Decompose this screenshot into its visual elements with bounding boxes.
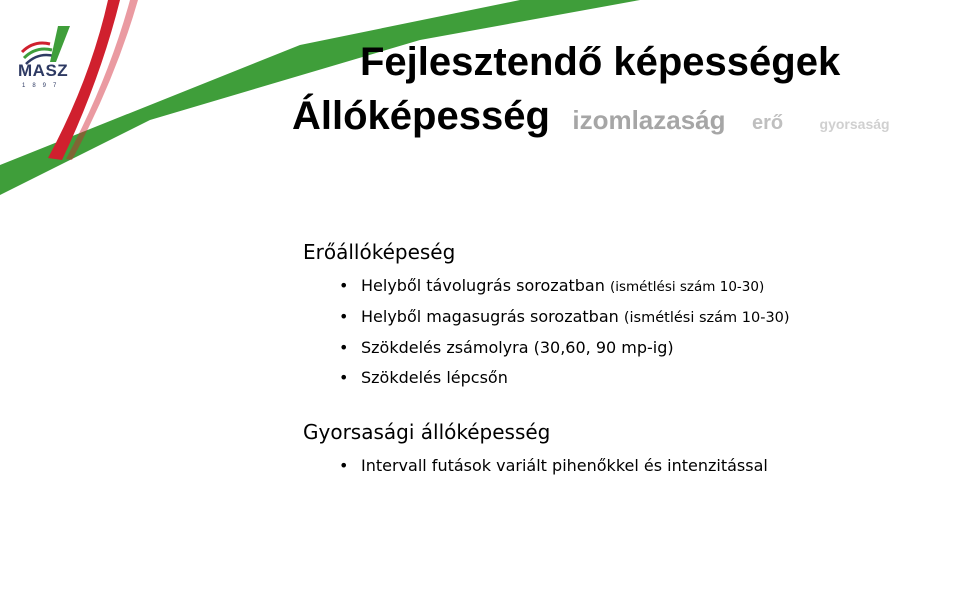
- list-item-text: Szökdelés lépcsőn: [361, 368, 508, 387]
- content: [303, 237, 923, 481]
- page-title: Fejlesztendő képességek: [360, 40, 841, 84]
- list-item-note: (ismétlési szám 10-30): [609, 279, 765, 295]
- section-heading: Gyorsasági állóképesség: [303, 420, 551, 444]
- bullet-icon: •: [339, 276, 349, 295]
- bullet-icon: •: [339, 307, 349, 326]
- list-item: [303, 271, 923, 302]
- list-item-note: (ismétlési szám 10-30): [623, 310, 790, 326]
- ability-gyorsasag: gyorsaság: [819, 116, 890, 132]
- bullet-icon: •: [339, 456, 349, 475]
- bullet-icon: •: [339, 368, 349, 387]
- list-item-text: Szökdelés zsámolyra (30,60, 90 mp-ig): [361, 338, 674, 357]
- logo-year: 1897: [22, 83, 64, 89]
- section-gyorsasagi-allokepesseg: [303, 417, 923, 481]
- ability-ero: erő: [751, 112, 784, 134]
- list-item-text: Helyből távolugrás sorozatban: [361, 276, 605, 295]
- list-item: [303, 363, 923, 393]
- section-heading: Erőállóképeség: [303, 240, 456, 264]
- bullet-list: [303, 271, 923, 393]
- logo-text: MASZ: [18, 61, 69, 80]
- list-item: [303, 302, 923, 333]
- section-eroallokepesseg: [303, 237, 923, 393]
- bullet-icon: •: [339, 338, 349, 357]
- bullet-list: [303, 451, 923, 481]
- ability-active: Állóképesség: [292, 94, 550, 138]
- list-item: [303, 333, 923, 363]
- list-item-text: Intervall futások variált pihenőkkel és intenzitással: [361, 456, 768, 475]
- ability-tabs: [292, 94, 890, 139]
- list-item-text: Helyből magasugrás sorozatban: [361, 307, 619, 326]
- section-spacer: [303, 393, 923, 417]
- ability-izomlazasag: izomlazaság: [572, 105, 726, 135]
- list-item: [303, 451, 923, 481]
